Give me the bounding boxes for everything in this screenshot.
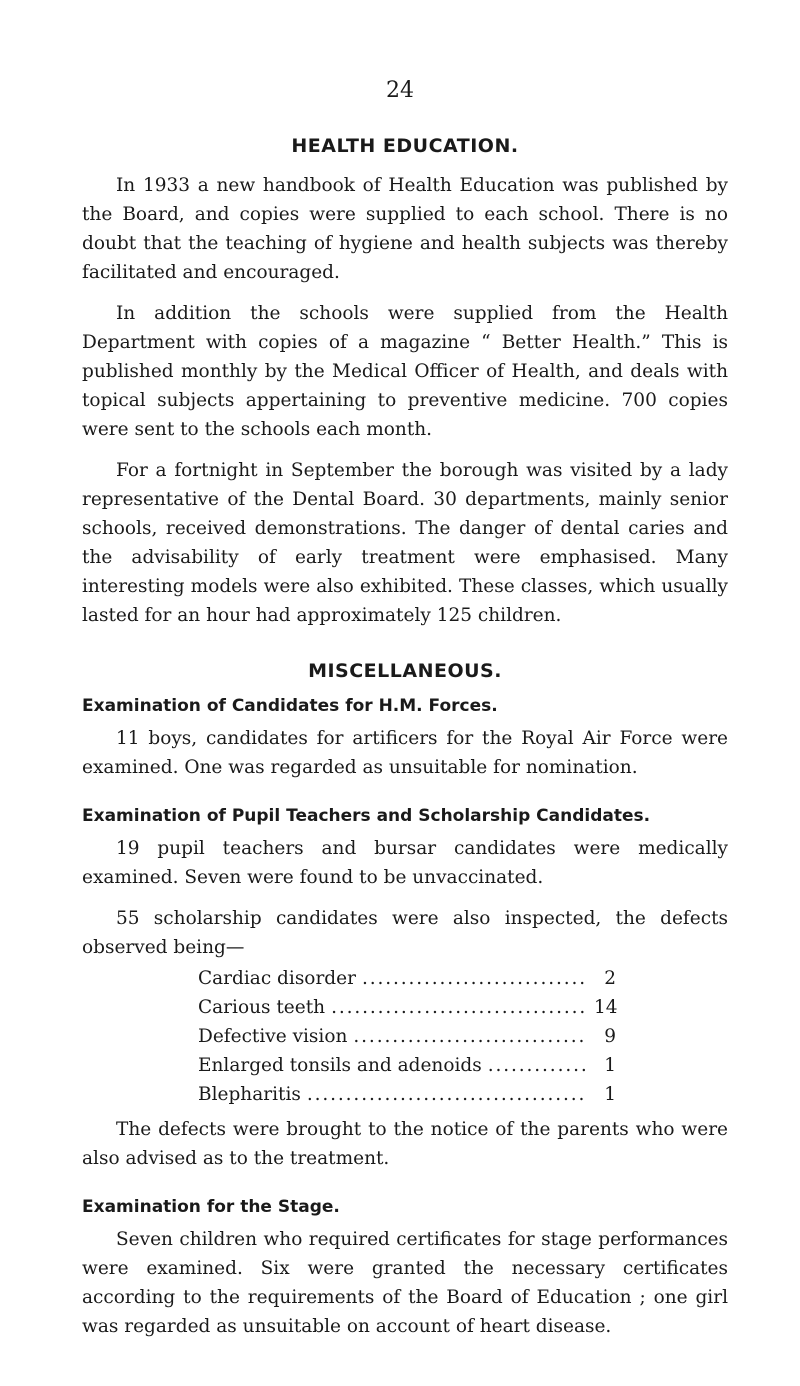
- defect-label: Blepharitis: [198, 1084, 301, 1105]
- health-education-heading: HEALTH EDUCATION.: [291, 135, 519, 157]
- health-education-paragraph-2: In addition the schools were supplied from the Health Department with copies of a magazine “ Better Health.” This is published monthly by the Medical Officer of Health, and deals with topical subjects appertaining to preventive medicine. 700 copies were sent to the schools each month.: [82, 303, 728, 440]
- defects-list: [198, 964, 616, 1109]
- page-content: [82, 135, 728, 1341]
- pupil-teachers-heading: Examination of Pupil Teachers and Scholarship Candidates.: [82, 806, 651, 826]
- dot-leader: [362, 964, 588, 993]
- defect-row: [198, 1080, 616, 1109]
- defects-notice-paragraph: The defects were brought to the notice of the parents who were also advised as to the treatment.: [82, 1119, 728, 1169]
- dot-leader: [488, 1051, 588, 1080]
- page-number: 24: [386, 78, 414, 103]
- defect-label: Carious teeth: [198, 997, 326, 1018]
- health-education-paragraph-1: In 1933 a new handbook of Health Education was published by the Board, and copies were supplied to each school. There is no doubt that the teaching of hygiene and health subjects was thereby facilitated and encouraged.: [82, 175, 728, 283]
- defect-row: [198, 1022, 616, 1051]
- defect-count: 2: [604, 968, 616, 989]
- defect-count: 14: [594, 997, 618, 1018]
- miscellaneous-heading: MISCELLANEOUS.: [308, 660, 502, 682]
- defect-label: Enlarged tonsils and adenoids: [198, 1055, 482, 1076]
- dot-leader: [331, 993, 588, 1022]
- forces-paragraph: 11 boys, candidates for artificers for the Royal Air Force were examined. One was regarded as unsuitable for nomination.: [82, 728, 728, 778]
- defect-row: [198, 964, 616, 993]
- defect-count: 9: [604, 1026, 616, 1047]
- scholarship-paragraph: 55 scholarship candidates were also inspected, the defects observed being—: [82, 908, 728, 958]
- health-education-paragraph-3: For a fortnight in September the borough was visited by a lady representative of the Dental Board. 30 departments, mainly senior schools, received demonstrations. The danger of dental caries and the advisability of early treatment were emphasised. Many interesting models were also exhibited. These classes, which usually lasted for an hour had approximately 125 children.: [82, 460, 728, 626]
- defect-row: [198, 993, 616, 1022]
- dot-leader: [307, 1080, 588, 1109]
- dot-leader: [353, 1022, 588, 1051]
- defect-label: Cardiac disorder: [198, 968, 356, 989]
- defect-label: Defective vision: [198, 1026, 348, 1047]
- stage-paragraph: Seven children who required certificates for stage performances were examined. Six were granted the necessary certificates according to the requirements of the Board of Education ; one girl was regarded as unsuitable on account of heart disease.: [82, 1229, 728, 1337]
- defect-count: 1: [604, 1084, 616, 1105]
- pupil-teachers-paragraph: 19 pupil teachers and bursar candidates were medically examined. Seven were found to be unvaccinated.: [82, 838, 728, 888]
- defect-count: 1: [604, 1055, 616, 1076]
- defect-row: [198, 1051, 616, 1080]
- stage-heading: Examination for the Stage.: [82, 1197, 340, 1217]
- forces-heading: Examination of Candidates for H.M. Forces.: [82, 696, 498, 716]
